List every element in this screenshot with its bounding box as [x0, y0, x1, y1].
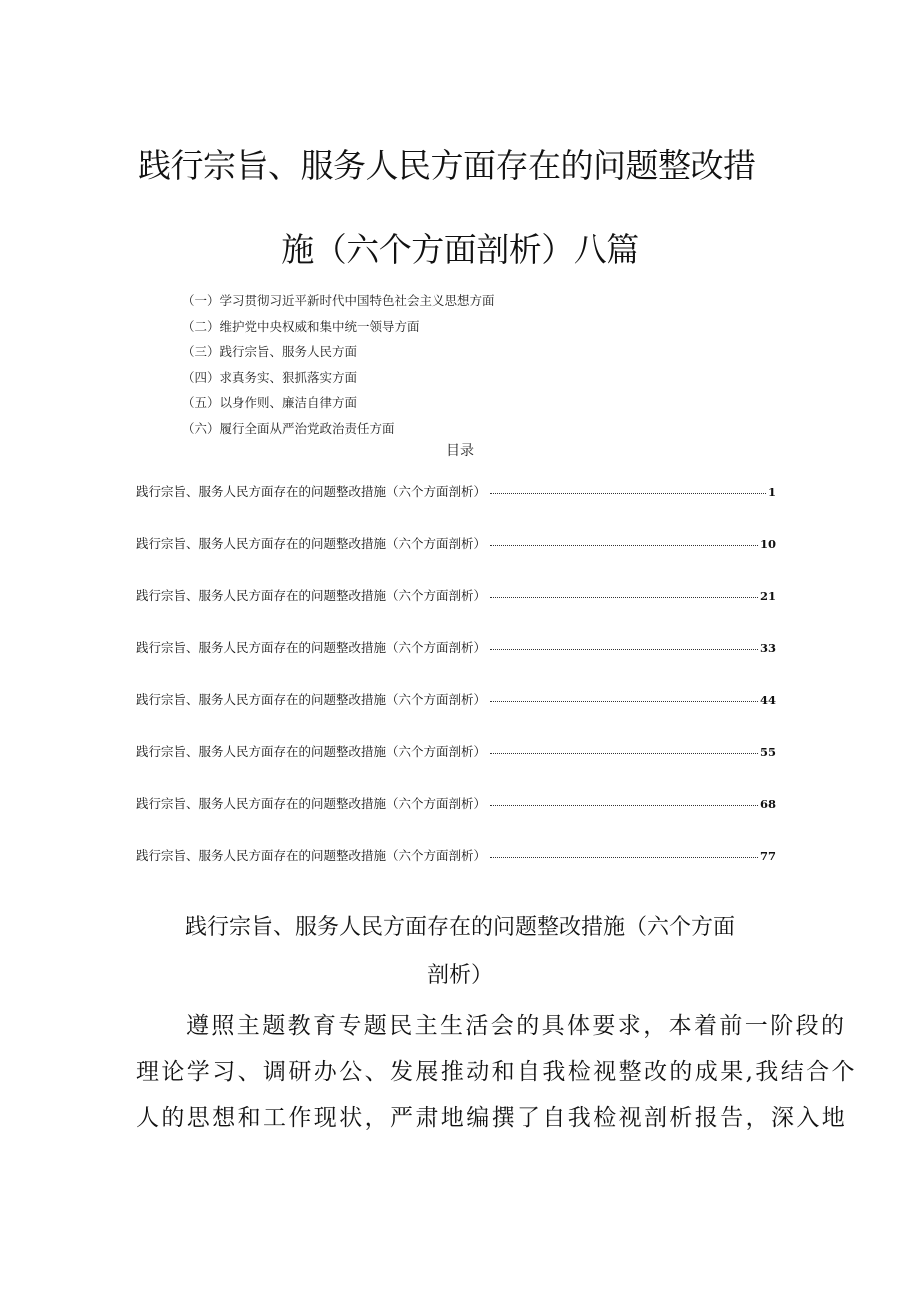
aspect-item: （五）以身作则、廉洁自律方面 — [182, 395, 358, 410]
toc-leader-dots — [490, 648, 758, 650]
toc-entry[interactable] — [136, 742, 776, 794]
toc-leader-dots — [490, 856, 758, 858]
toc-page-number: 44 — [759, 693, 776, 707]
toc-page-number: 10 — [759, 537, 776, 551]
body-line: 遵照主题教育专题民主生活会的具体要求，本着前一阶段的 — [186, 1013, 847, 1039]
section-title-line-2: 剖析） — [426, 963, 493, 988]
toc-page-number: 55 — [759, 745, 776, 759]
toc-entry[interactable] — [136, 534, 776, 586]
toc-entry-text: 践行宗旨、服务人民方面存在的问题整改措施（六个方面剖析） — [136, 692, 487, 707]
aspect-item: （三）践行宗旨、服务人民方面 — [182, 344, 358, 359]
aspect-item: （二）维护党中央权威和集中统一领导方面 — [182, 318, 420, 334]
toc-heading: 目录 — [446, 443, 474, 459]
toc-page-number: 33 — [759, 641, 776, 655]
toc-leader-dots — [490, 544, 758, 546]
aspect-list — [182, 288, 495, 441]
toc-leader-dots — [490, 752, 758, 754]
toc-entry-text: 践行宗旨、服务人民方面存在的问题整改措施（六个方面剖析） — [136, 640, 487, 655]
toc-entry[interactable] — [136, 638, 776, 690]
toc-entry-text: 践行宗旨、服务人民方面存在的问题整改措施（六个方面剖析） — [136, 484, 487, 499]
toc-entry[interactable] — [136, 586, 776, 638]
toc-entry-text: 践行宗旨、服务人民方面存在的问题整改措施（六个方面剖析） — [136, 796, 487, 811]
aspect-item: （六）履行全面从严治党政治责任方面 — [182, 420, 395, 436]
aspect-item: （一）学习贯彻习近平新时代中国特色社会主义思想方面 — [182, 293, 495, 308]
toc-entry[interactable] — [136, 794, 776, 846]
document-title-line-1: 践行宗旨、服务人民方面存在的问题整改措 — [138, 146, 756, 185]
document-title-line-2: 施（六个方面剖析）八篇 — [281, 230, 639, 269]
toc-entry[interactable] — [136, 482, 776, 534]
toc-leader-dots — [490, 700, 758, 702]
toc-page-number: 21 — [759, 589, 776, 603]
toc-entry-text: 践行宗旨、服务人民方面存在的问题整改措施（六个方面剖析） — [136, 848, 487, 863]
section-body — [136, 1003, 857, 1141]
body-line: 人的思想和工作现状，严肃地编撰了自我检视剖析报告，深入地 — [136, 1105, 848, 1131]
toc-page-number: 1 — [767, 485, 776, 499]
toc-page-number: 68 — [759, 797, 776, 811]
toc-entry[interactable] — [136, 690, 776, 742]
toc-leader-dots — [490, 596, 758, 598]
toc-entry[interactable] — [136, 846, 776, 898]
toc-leader-dots — [490, 492, 766, 494]
aspect-item: （四）求真务实、狠抓落实方面 — [182, 369, 358, 385]
table-of-contents — [136, 482, 776, 898]
toc-leader-dots — [490, 804, 758, 806]
body-line: 理论学习、调研办公、发展推动和自我检视整改的成果,我结合个 — [136, 1059, 857, 1085]
toc-page-number: 77 — [759, 849, 776, 863]
toc-entry-text: 践行宗旨、服务人民方面存在的问题整改措施（六个方面剖析） — [136, 588, 487, 603]
toc-entry-text: 践行宗旨、服务人民方面存在的问题整改措施（六个方面剖析） — [136, 536, 487, 551]
section-title-line-1: 践行宗旨、服务人民方面存在的问题整改措施（六个方面 — [184, 915, 735, 940]
toc-entry-text: 践行宗旨、服务人民方面存在的问题整改措施（六个方面剖析） — [136, 744, 487, 759]
